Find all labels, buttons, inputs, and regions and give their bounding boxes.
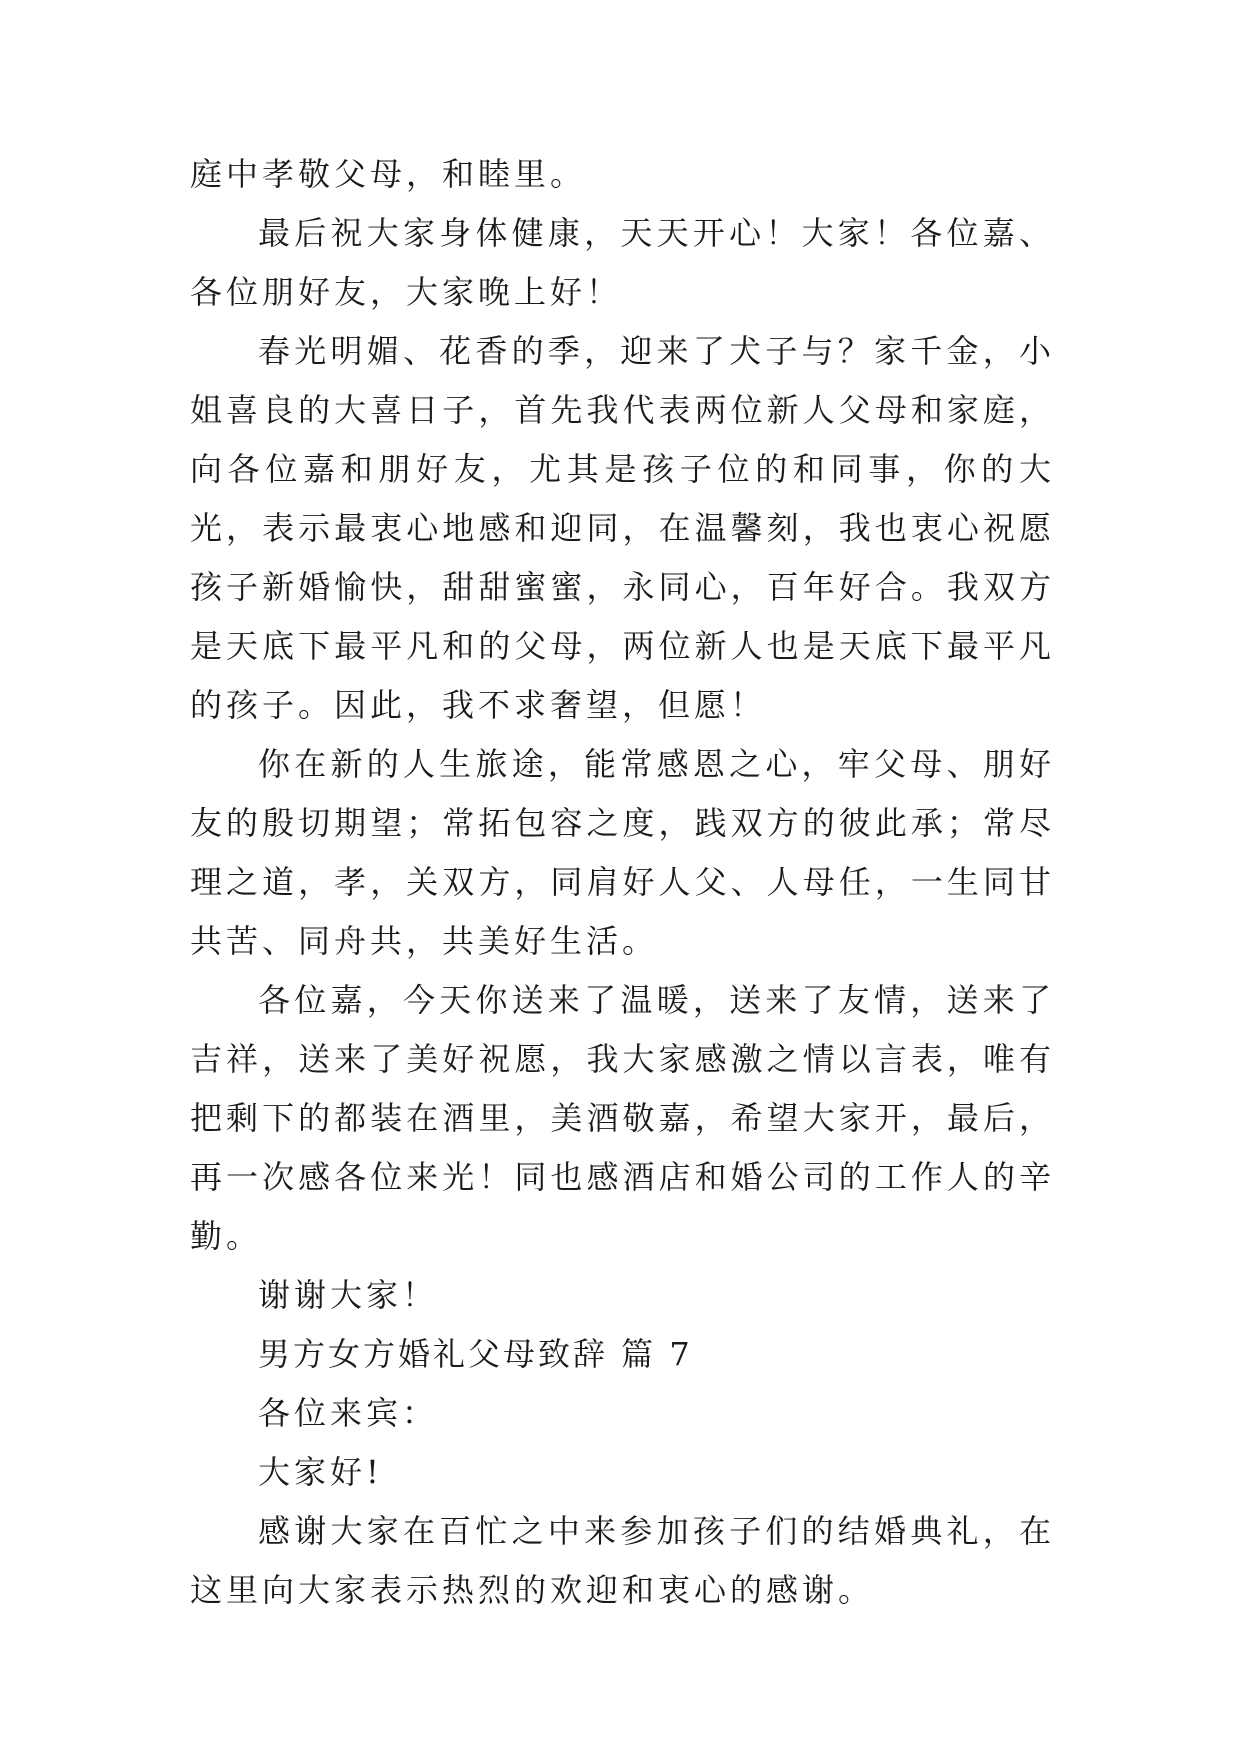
document-body [190,145,1055,1620]
paragraph: 你在新的人生旅途，能常感恩之心，牢父母、朋好友的殷切期望；常拓包容之度，践双方的彼此承；常尽理之道，孝，关双方，同肩好人父、人母任，一生同甘共苦、同舟共，共美好生活。 [190,745,1055,960]
section-heading: 男方女方婚礼父母致辞 篇 7 [258,1335,693,1373]
paragraph: 最后祝大家身体健康，天天开心！大家！各位嘉、各位朋好友，大家晚上好！ [190,214,1055,311]
paragraph: 感谢大家在百忙之中来参加孩子们的结婚典礼，在这里向大家表示热烈的欢迎和衷心的感谢。 [190,1512,1055,1609]
paragraph: 各位嘉，今天你送来了温暖，送来了友情，送来了吉祥，送来了美好祝愿，我大家感激之情以言表，唯有把剩下的都装在酒里，美酒敬嘉，希望大家开，最后，再一次感各位来光！同也感酒店和婚公司的工作人的辛勤。 [190,981,1055,1255]
paragraph: 春光明媚、花香的季，迎来了犬子与？家千金，小姐喜良的大喜日子，首先我代表两位新人父母和家庭，向各位嘉和朋好友，尤其是孩子位的和同事，你的大光，表示最衷心地感和迎同，在温馨刻，我也衷心祝愿孩子新婚愉快，甜甜蜜蜜，永同心，百年好合。我双方是天底下最平凡和的父母，两位新人也是天底下最平凡的孩子。因此，我不求奢望，但愿！ [190,332,1055,724]
paragraph: 各位来宾： [258,1394,439,1432]
paragraph: 谢谢大家！ [258,1276,439,1314]
paragraph: 大家好! [258,1453,383,1491]
paragraph: 庭中孝敬父母，和睦里。 [190,155,587,193]
